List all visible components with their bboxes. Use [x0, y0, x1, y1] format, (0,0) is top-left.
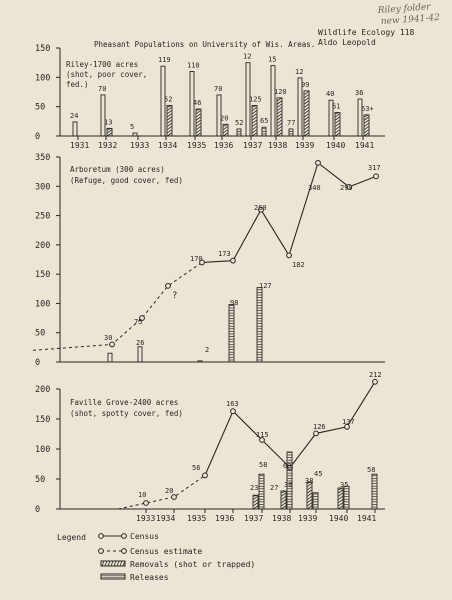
riley-removal-bar-hatch: [253, 107, 257, 110]
legend-title: Legend: [57, 533, 86, 542]
legend-census-point: [122, 534, 127, 539]
faville-y-tick-label: 0: [35, 505, 41, 515]
riley-removal-bar-hatch: [168, 130, 172, 133]
faville-estimate-point: [144, 501, 149, 506]
riley-value-label: 119: [158, 56, 171, 65]
riley-removal-bar-hatch: [278, 111, 282, 114]
faville-removal-bar: [338, 488, 343, 509]
riley-x-tick-label: 1941: [355, 141, 375, 150]
arboretum-value-label: 170: [190, 255, 203, 263]
faville-value-label: 30: [284, 481, 293, 489]
arboretum-value-label: 260: [254, 204, 267, 212]
riley-removal-bar: [277, 98, 282, 136]
legend-release-swatch: [101, 574, 125, 579]
legend-census-label: Census: [130, 532, 159, 541]
arboretum-release-bar-outline: [257, 288, 262, 362]
legend-removal-hatch: [105, 561, 107, 566]
arboretum-question-mark: ?: [172, 291, 178, 301]
riley-value-label: 36: [355, 89, 364, 98]
faville-value-label: 163: [226, 400, 239, 408]
faville-value-label: 45: [314, 470, 323, 478]
arboretum-y-tick-label: 250: [35, 211, 51, 222]
riley-value-label: 99: [301, 80, 310, 89]
riley-area-label: Riley-1700 acres: [66, 60, 139, 69]
riley-removal-bar-hatch: [305, 127, 309, 130]
riley-release-bar: [262, 127, 266, 136]
chart-title: Pheasant Populations on University of Wis. Areas.: [94, 40, 316, 49]
arboretum-release-bar: [229, 305, 234, 362]
arboretum-release-bar: [108, 353, 112, 362]
riley-removal-bar-hatch: [365, 123, 369, 126]
riley-removal-bar-hatch: [197, 117, 201, 120]
riley-value-label: 5: [130, 123, 135, 132]
riley-removal-bar-hatch: [336, 123, 340, 126]
riley-removal-bar-hatch: [305, 130, 309, 133]
riley-value-label: 120: [274, 87, 287, 96]
arboretum-value-label: 127: [259, 282, 272, 290]
arboretum-y-tick-label: 350: [35, 153, 51, 163]
riley-value-label: 52: [164, 95, 173, 104]
arboretum-value-label: 30: [104, 334, 113, 342]
author-label: Aldo Leopold: [318, 38, 376, 47]
faville-removal-bar: [281, 491, 286, 509]
riley-removal-bar-hatch: [305, 101, 309, 104]
riley-removal-bar: [167, 105, 172, 136]
faville-release-bar: [372, 474, 377, 509]
faville-census-point: [231, 409, 236, 414]
legend-release-outline: [101, 574, 125, 579]
faville-value-label: 58: [259, 461, 268, 469]
faville-value-label: 20: [165, 487, 174, 495]
riley-removal-bar-hatch: [365, 127, 369, 130]
faville-release-bar: [344, 486, 349, 509]
arboretum-y-tick-label: 200: [35, 240, 51, 251]
riley-value-label: 13: [104, 118, 113, 127]
riley-removal-bar-hatch: [305, 114, 309, 117]
riley-release-bar: [289, 129, 293, 136]
faville-removal-bar-hatch: [282, 500, 286, 503]
arboretum-release-bar-outline: [108, 353, 112, 362]
riley-removal-bar-hatch: [305, 123, 309, 126]
riley-removal-bar-hatch: [253, 117, 257, 120]
arboretum-value-label: 182: [292, 261, 305, 269]
faville-y-tick-label: 150: [35, 415, 51, 425]
faville-x-tick-label: 1939: [298, 514, 318, 523]
riley-census-bar-outline: [73, 122, 77, 136]
riley-x-tick-label: 1939: [295, 141, 315, 150]
faville-value-label: 27: [270, 484, 279, 492]
riley-removal-bar-hatch: [168, 114, 172, 117]
riley-x-tick-label: 1933: [130, 141, 150, 150]
faville-value-label: 126: [313, 423, 326, 431]
arboretum-release-bar: [257, 288, 262, 362]
riley-removal-bar-hatch: [253, 114, 257, 117]
arboretum-y-tick-label: 50: [35, 328, 46, 339]
faville-x-tick-label: 1940: [329, 514, 349, 523]
riley-value-label: 12: [295, 67, 304, 76]
faville-census-point: [314, 431, 319, 436]
faville-removal-bar-hatch: [339, 496, 343, 499]
arboretum-census-point: [287, 253, 292, 258]
faville-release-bar: [313, 493, 318, 509]
faville-removal-bar-hatch: [254, 500, 258, 503]
riley-removal-bar-hatch: [224, 127, 228, 130]
legend-removal-swatch: [101, 561, 125, 566]
faville-release-bar-outline: [344, 486, 349, 509]
legend-removal-hatch: [117, 561, 119, 566]
riley-removal-bar-hatch: [278, 114, 282, 117]
faville-x-tick-label: 1936: [215, 514, 235, 523]
riley-y-tick-label: 50: [35, 102, 46, 113]
faville-removal-bar: [253, 495, 258, 509]
arboretum-area-label: Arboretum (300 acres): [70, 165, 165, 174]
faville-removal-bar-hatch: [308, 487, 312, 490]
riley-removal-bar-hatch: [278, 117, 282, 120]
faville-removal-bar-hatch: [254, 503, 258, 506]
riley-y-tick-label: 150: [35, 44, 51, 54]
riley-removal-bar-hatch: [168, 127, 172, 130]
arboretum-value-label: 75: [134, 318, 143, 326]
riley-x-tick-label: 1938: [268, 141, 288, 150]
riley-removal-bar: [252, 105, 257, 136]
riley-x-tick-label: 1937: [243, 141, 263, 150]
riley-removal-bar-hatch: [197, 123, 201, 126]
faville-release-bar-outline: [313, 493, 318, 509]
faville-removal-bar-hatch: [339, 503, 343, 506]
riley-value-label: 70: [98, 84, 107, 93]
riley-removal-bar-hatch: [197, 114, 201, 117]
riley-removal-bar-hatch: [278, 107, 282, 110]
faville-y-tick-label: 100: [35, 445, 51, 455]
faville-area-label: Faville Grove-2400 acres: [70, 398, 179, 407]
riley-removal-bar-hatch: [168, 123, 172, 126]
riley-removal-bar: [304, 91, 309, 136]
riley-x-tick-label: 1935: [187, 141, 207, 150]
faville-removal-bar-hatch: [339, 490, 343, 493]
faville-removal-bar-hatch: [308, 496, 312, 499]
riley-removal-bar: [196, 109, 201, 136]
faville-removal-bar-hatch: [282, 496, 286, 499]
legend-estimate-point: [122, 549, 127, 554]
riley-census-bar-outline: [101, 95, 105, 136]
faville-y-tick-label: 50: [35, 475, 46, 485]
riley-census-bar: [101, 95, 105, 136]
faville-area-label: (shot, spotty cover, fed): [70, 409, 183, 418]
legend-removal-label: Removals (shot or trapped): [130, 560, 256, 569]
legend-estimate-point: [99, 549, 104, 554]
faville-value-label: 58: [367, 466, 376, 474]
legend-estimate-label: Census estimate: [130, 547, 203, 556]
riley-y-tick-label: 0: [35, 132, 41, 142]
faville-value-label: 56: [192, 464, 201, 472]
riley-value-label: 40: [326, 90, 335, 99]
riley-value-label: 24: [70, 111, 79, 120]
riley-removal-bar-hatch: [168, 107, 172, 110]
faville-removal-bar-hatch: [308, 493, 312, 496]
riley-removal-bar-hatch: [365, 117, 369, 120]
riley-removal-bar-hatch: [305, 104, 309, 107]
faville-removal-bar: [307, 482, 312, 509]
riley-value-label: 70: [214, 84, 223, 93]
riley-removal-bar-hatch: [305, 120, 309, 123]
riley-x-tick-label: 1931: [70, 141, 90, 150]
faville-y-tick-label: 200: [35, 385, 51, 395]
faville-x-tick-label: 1938: [272, 514, 292, 523]
arboretum-value-label: 299: [340, 184, 353, 192]
faville-value-label: 35: [340, 481, 349, 489]
faville-census-point: [203, 473, 208, 478]
riley-value-label: 77: [287, 118, 296, 127]
riley-removal-bar-hatch: [305, 107, 309, 110]
faville-x-tick-label: 1933: [136, 514, 156, 523]
riley-removal-bar-hatch: [197, 127, 201, 130]
arboretum-value-label: 317: [368, 164, 381, 172]
riley-release-bar: [237, 129, 241, 136]
handwritten-date: new 1941-42: [380, 12, 441, 27]
riley-census-bar: [133, 133, 137, 136]
riley-area-label: fed.): [66, 80, 89, 89]
riley-census-bar-outline: [271, 66, 275, 136]
riley-removal-bar-hatch: [278, 120, 282, 123]
faville-removal-bar-hatch: [254, 496, 258, 499]
riley-removal-bar-hatch: [253, 111, 257, 114]
course-label: Wildlife Ecology 118: [318, 28, 415, 37]
legend-release-label: Releases: [130, 573, 169, 582]
arboretum-estimate-line: [33, 262, 202, 350]
arboretum-estimate-point: [110, 342, 115, 347]
faville-removal-bar-hatch: [308, 490, 312, 493]
riley-release-bar-outline: [237, 129, 241, 136]
arboretum-census-point: [374, 174, 379, 179]
riley-removal-bar-hatch: [336, 130, 340, 133]
riley-removal-bar-hatch: [224, 130, 228, 133]
riley-removal-bar-hatch: [253, 120, 257, 123]
arboretum-estimate-point: [166, 283, 171, 288]
arboretum-census-point: [231, 258, 236, 263]
arboretum-value-label: 98: [230, 299, 239, 307]
riley-value-label: 15: [268, 55, 277, 64]
arboretum-census-line: [202, 163, 376, 263]
riley-removal-bar-hatch: [253, 130, 257, 133]
riley-removal-bar: [364, 115, 369, 136]
faville-x-tick-label: 1935: [187, 514, 207, 523]
legend-census-point: [99, 534, 104, 539]
faville-removal-bar-hatch: [339, 493, 343, 496]
riley-removal-bar-hatch: [197, 120, 201, 123]
riley-removal-bar-hatch: [305, 95, 309, 98]
riley-removal-bar-hatch: [365, 120, 369, 123]
riley-removal-bar-hatch: [197, 130, 201, 133]
riley-removal-bar-hatch: [278, 130, 282, 133]
riley-census-bar: [271, 66, 275, 136]
faville-removal-bar-hatch: [308, 503, 312, 506]
riley-x-tick-label: 1934: [158, 141, 178, 150]
faville-removal-bar-hatch: [282, 493, 286, 496]
arboretum-y-tick-label: 300: [35, 182, 51, 193]
arboretum-release-bar-outline: [138, 347, 142, 362]
riley-removal-bar: [223, 124, 228, 136]
riley-removal-bar-hatch: [305, 91, 309, 94]
riley-value-label: 110: [187, 61, 200, 70]
riley-removal-bar-hatch: [278, 123, 282, 126]
arboretum-release-bar: [198, 361, 202, 362]
riley-removal-bar-hatch: [336, 120, 340, 123]
riley-removal-bar-hatch: [365, 130, 369, 133]
riley-release-bar-outline: [289, 129, 293, 136]
arboretum-value-label: 2: [205, 346, 210, 354]
riley-removal-bar-hatch: [278, 127, 282, 130]
riley-removal-bar-hatch: [305, 117, 309, 120]
riley-x-tick-label: 1932: [98, 141, 118, 150]
riley-value-label: 63+: [361, 104, 374, 113]
arboretum-value-label: 173: [218, 250, 231, 258]
riley-removal-bar-hatch: [336, 127, 340, 130]
arboretum-y-tick-label: 0: [35, 358, 41, 368]
legend-removal-hatch: [120, 561, 122, 566]
faville-value-label: 137: [342, 418, 355, 426]
riley-value-label: 52: [235, 118, 244, 127]
arboretum-y-tick-label: 150: [35, 270, 51, 281]
riley-area-label: (shot, poor cover,: [66, 70, 148, 79]
riley-removal-bar-hatch: [168, 117, 172, 120]
legend-removal-hatch: [108, 561, 110, 566]
riley-value-label: 20: [220, 114, 229, 123]
riley-value-label: 46: [193, 99, 202, 108]
arboretum-census-point: [316, 160, 321, 165]
faville-x-tick-label: 1934: [156, 514, 176, 523]
faville-removal-bar-hatch: [282, 503, 286, 506]
riley-removal-bar-hatch: [305, 111, 309, 114]
riley-removal-bar-hatch: [108, 130, 112, 133]
arboretum-value-label: 340: [308, 184, 321, 192]
faville-x-tick-label: 1937: [244, 514, 264, 523]
riley-value-label: 125: [249, 95, 262, 104]
faville-value-label: 38: [305, 477, 314, 485]
riley-removal-bar-hatch: [278, 104, 282, 107]
riley-x-tick-label: 1940: [326, 141, 346, 150]
faville-value-label: 69: [283, 462, 292, 470]
faville-value-label: 23: [250, 484, 259, 492]
arboretum-area-label: (Refuge, good cover, fed): [70, 176, 183, 185]
faville-release-bar: [259, 474, 264, 509]
riley-removal-bar-hatch: [305, 98, 309, 101]
riley-removal-bar-hatch: [253, 123, 257, 126]
arboretum-value-label: 26: [136, 339, 145, 347]
arboretum-release-bar-outline: [198, 361, 202, 362]
legend-removal-hatch: [111, 561, 113, 566]
faville-value-label: 115: [256, 431, 269, 439]
riley-value-label: 12: [243, 52, 252, 61]
riley-removal-bar-hatch: [168, 120, 172, 123]
legend-removal-hatch: [102, 561, 104, 566]
riley-removal-bar: [335, 113, 340, 136]
faville-estimate-point: [172, 495, 177, 500]
arboretum-y-tick-label: 100: [35, 299, 51, 310]
riley-census-bar: [73, 122, 77, 136]
faville-value-label: 212: [369, 371, 382, 379]
riley-removal-bar-hatch: [253, 127, 257, 130]
arboretum-release-bar: [138, 347, 142, 362]
riley-removal-bar-hatch: [168, 111, 172, 114]
riley-value-label: 61: [332, 102, 341, 111]
riley-removal-bar: [107, 128, 112, 136]
faville-x-tick-label: 1941: [357, 514, 377, 523]
riley-removal-bar-hatch: [197, 111, 201, 114]
faville-estimate-line: [118, 475, 205, 509]
riley-x-tick-label: 1936: [214, 141, 234, 150]
riley-removal-bar-hatch: [336, 117, 340, 120]
riley-removal-bar-hatch: [278, 101, 282, 104]
riley-removal-bar-hatch: [336, 114, 340, 117]
legend-removal-hatch: [114, 561, 116, 566]
riley-census-bar-outline: [133, 133, 137, 136]
faville-removal-bar-hatch: [339, 500, 343, 503]
riley-value-label: 65: [260, 117, 269, 126]
riley-y-tick-label: 100: [35, 73, 51, 84]
handwritten-note: Riley folder: [377, 2, 431, 16]
faville-removal-bar-hatch: [308, 500, 312, 503]
faville-census-point: [373, 379, 378, 384]
faville-value-label: 10: [138, 491, 147, 499]
